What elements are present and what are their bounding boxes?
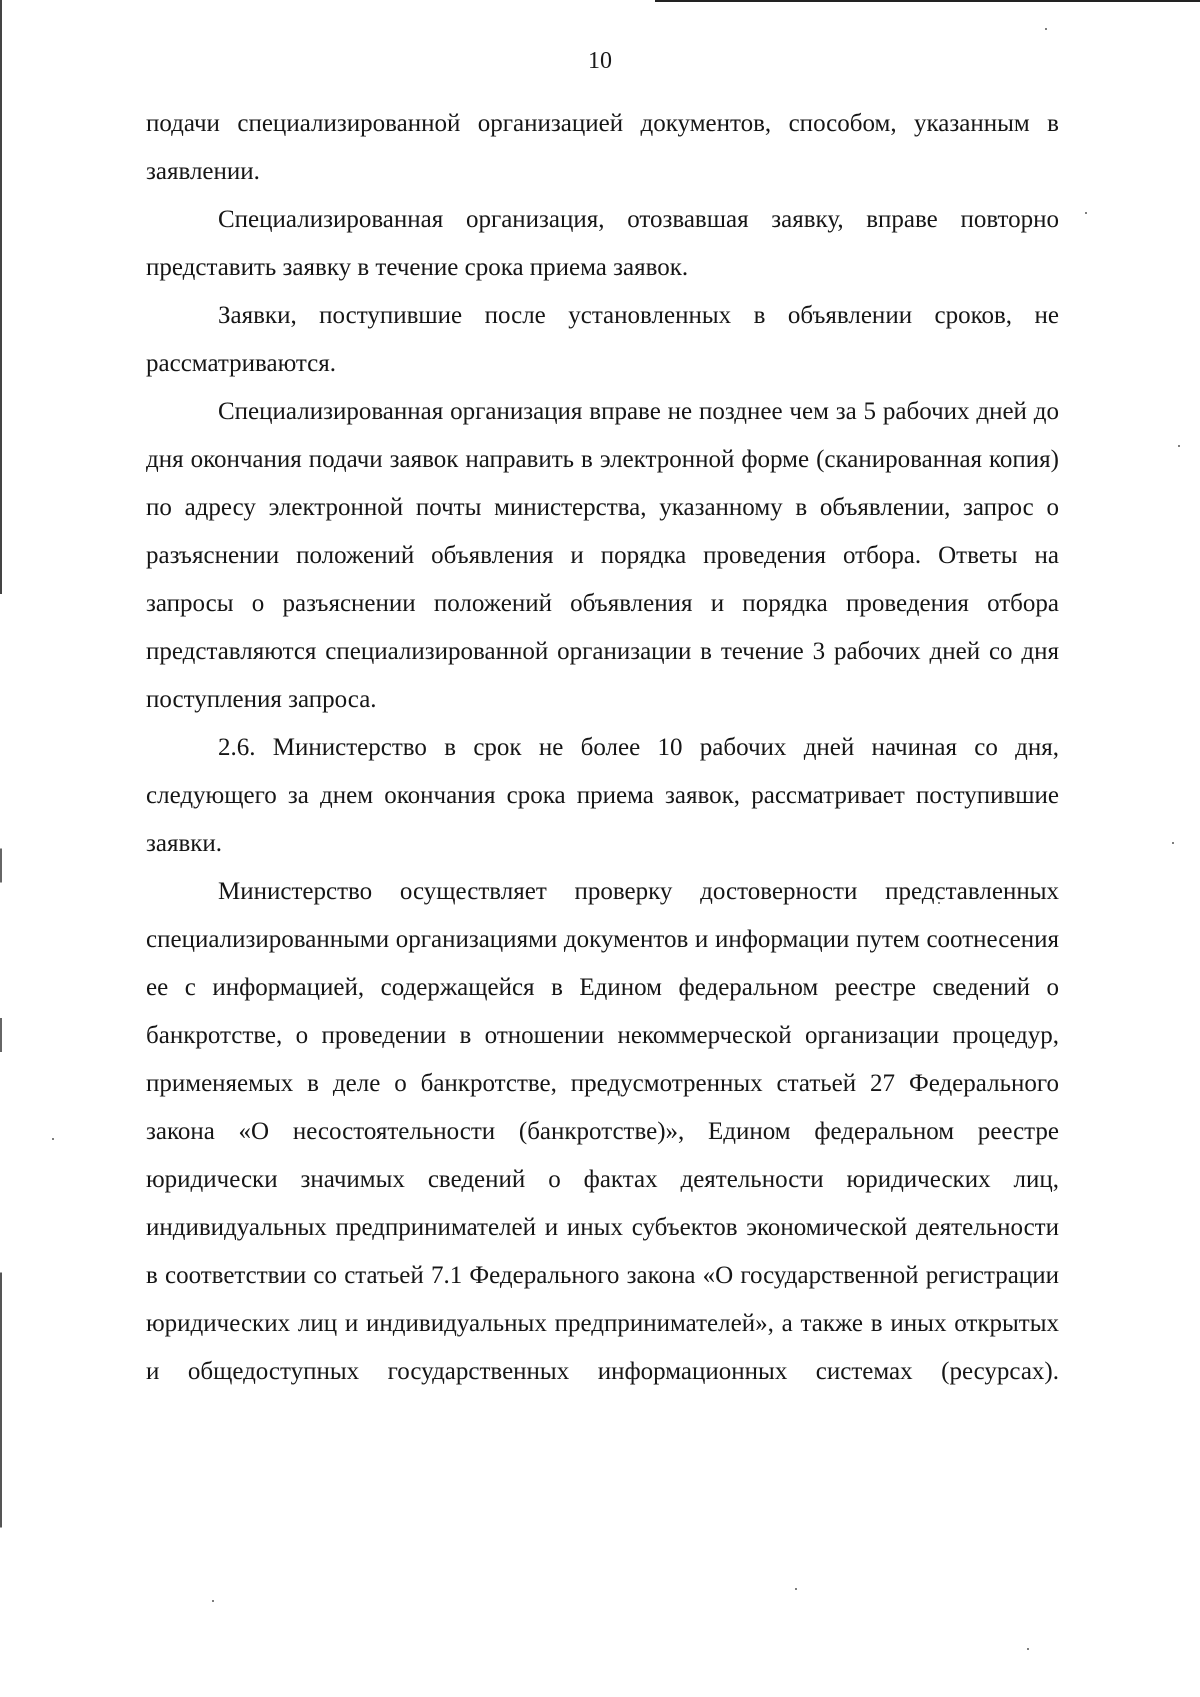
scan-speck xyxy=(1178,445,1180,447)
paragraph: Специализированная организация, отозвавшая заявку, вправе повторно представить заявку в течение срока приема заявок. xyxy=(146,206,1059,281)
scan-speck xyxy=(212,1600,214,1602)
document-body xyxy=(146,100,1059,1396)
paragraph: Специализированная организация вправе не позднее чем за 5 рабочих дней до дня окончания подачи заявок направить в электронной форме (сканированная копия) по адресу электронной почты министерства, указанному в объявлении, запрос о разъяснении положений объявления и порядка проведения отбора. Ответы на запросы о разъяснении положений объявления и порядка проведения отбора представляются специализированной организации в течение 3 рабочих дней со дня поступления запроса. xyxy=(146,398,1059,713)
scan-speck xyxy=(1085,212,1087,214)
paragraph: Заявки, поступившие после установленных в объявлении сроков, не рассматриваются. xyxy=(146,302,1059,377)
scan-edge-top xyxy=(655,0,1200,2)
paragraph: Министерство осуществляет проверку достоверности представленных специализированными организациями документов и информации путем соотнесения ее с информацией, содержащейся в Едином федеральном реестре сведений о банкротстве, о проведении в отношении некоммерческой организации процедур, применяемых в деле о банкротстве, предусмотренных статьей 27 Федерального закона «О несостоятельности (банкротстве)», Едином федеральном реестре юридически значимых сведений о фактах деятельности юридических лиц, индивидуальных предпринимателей и иных субъектов экономической деятельности в соответствии со статьей 7.1 Федерального закона «О государственной регистрации юридических лиц и индивидуальных предпринимателей», а также в иных открытых и общедоступных государственных информационных системах (ресурсах). xyxy=(146,878,1059,1385)
paragraph: 2.6. Министерство в срок не более 10 рабочих дней начиная со дня, следующего за днем окончания срока приема заявок, рассматривает поступившие заявки. xyxy=(146,734,1059,857)
page-number: 10 xyxy=(588,48,612,74)
scan-speck xyxy=(1045,28,1047,30)
scan-speck xyxy=(795,1588,797,1590)
scan-speck xyxy=(1027,1648,1029,1650)
scan-speck xyxy=(1172,842,1174,844)
paragraph: подачи специализированной организацией документов, способом, указанным в заявлении. xyxy=(146,110,1059,185)
scan-speck xyxy=(52,1138,54,1140)
scan-edge-left xyxy=(0,0,2,1697)
